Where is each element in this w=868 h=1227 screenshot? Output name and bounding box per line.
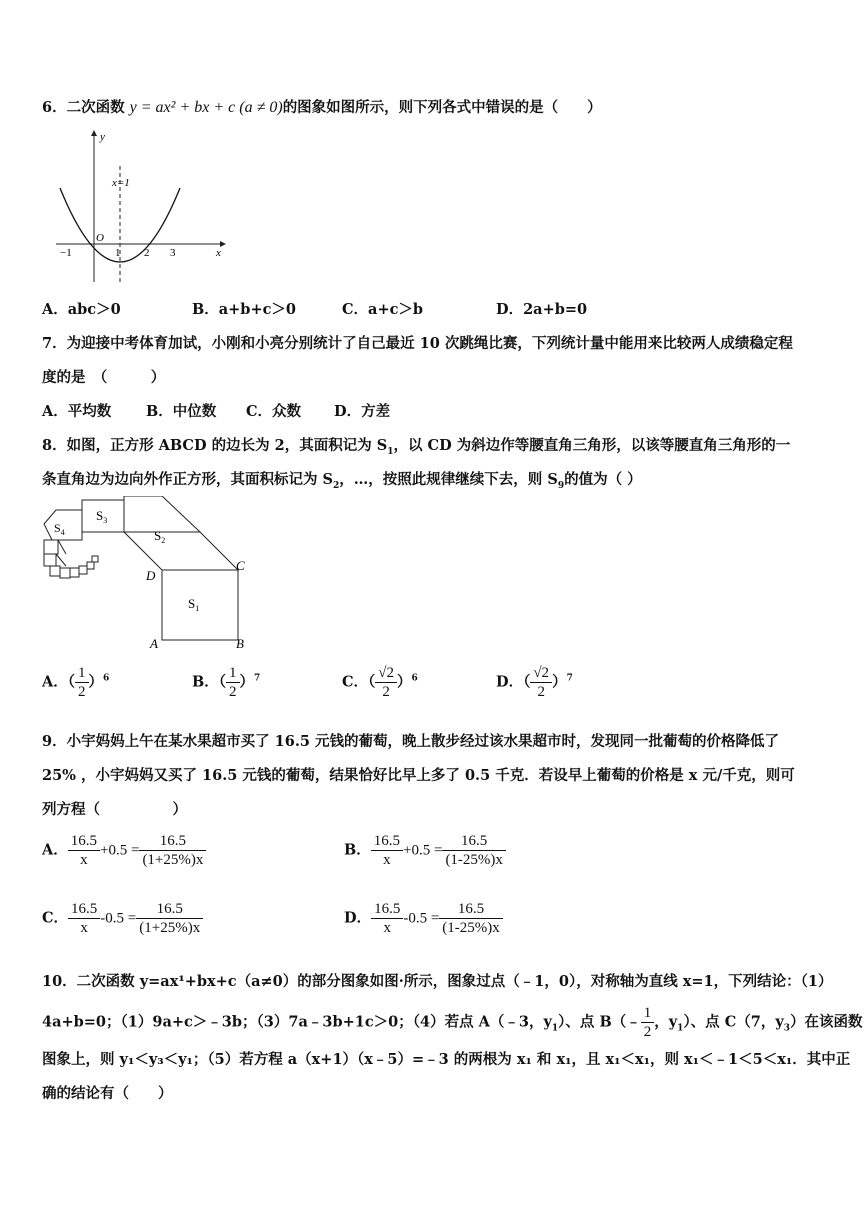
q9-stem-line3: 列方程（ ） <box>42 801 187 818</box>
q8-label-d: D <box>146 568 156 583</box>
q7-stem-line1: 7．为迎接中考体育加试，小刚和小亮分别统计了自己最近 10 次跳绳比赛，下列统计量中能用来比较两人成绩稳定程 <box>42 335 793 352</box>
q6-y-label: y <box>100 131 105 143</box>
q9-option-b[interactable]: B． $\frac{16.5}{x}$ +0.5 = $\frac{16.5}{(1-25\%)x}$ <box>344 832 506 869</box>
q8-stem-line1: 8．如图，正方形 ABCD 的边长为 2，其面积记为 $S_1$，以 CD 为斜边作等腰直角三角形，以该等腰直角三角形的一 <box>42 437 791 457</box>
q9-stem-line1: 9．小宇妈妈上午在某水果超市买了 16.5 元钱的葡萄，晚上散步经过该水果超市时，发现同一批葡萄的价格降低了 <box>42 733 779 750</box>
q6-tick-label: 2 <box>144 247 150 259</box>
q6-stem <box>42 96 602 117</box>
q6-stem-b: 的图象如图所示，则下列各式中错误的是（ ） <box>282 99 602 116</box>
q6-option-a[interactable]: A．abc＞0 <box>42 301 121 318</box>
q6-option-d[interactable]: D．2a+b=0 <box>496 301 588 318</box>
q7-option-c[interactable]: C．众数 <box>246 403 302 420</box>
q7-stem-line2: 度的是 （ ） <box>42 369 166 386</box>
q8-s4-label: $S_4$ <box>54 521 65 537</box>
q6-formula: y = ax² + bx + c (a ≠ 0) <box>129 99 283 116</box>
q9-option-d[interactable]: D． $\frac{16.5}{x}$ -0.5 = $\frac{16.5}{(1-25\%)x}$ <box>344 900 503 937</box>
q8-option-c[interactable]: C．（ $\frac{√2}{2}$ ）$^6$ <box>342 665 418 700</box>
q8-option-d[interactable]: D．（ $\frac{√2}{2}$ ）$^7$ <box>496 665 573 700</box>
q6-parabola-graph <box>52 126 232 286</box>
q8-label-a: A <box>150 636 158 651</box>
q10-stem-line4: 确的结论有（ ） <box>42 1085 173 1102</box>
q7-option-b[interactable]: B．中位数 <box>146 403 217 420</box>
q8-s2-label: $S_2$ <box>154 528 166 545</box>
q6-option-c[interactable]: C．a+c＞b <box>342 301 424 318</box>
q6-x-label: x <box>216 247 221 259</box>
q8-label-b: B <box>236 636 244 651</box>
q10-stem-line2: 4a+b=0；（1）9a+c＞﹣3b；（3）7a﹣3b+1c＞0；（4）若点 A（﹣3，$y_1$）、点 B（﹣ $\frac{1}{2}$ ，$y_1$）、点 C（7，$y_3$）在该函数 <box>42 1005 863 1040</box>
q7-option-d[interactable]: D．方差 <box>334 403 391 420</box>
q8-s3-label: $S_3$ <box>96 508 108 525</box>
q6-option-b[interactable]: B．a+b+c＞0 <box>192 301 297 318</box>
q8-option-a[interactable]: A．（ $\frac{1}{2}$ ）$^6$ <box>42 665 110 700</box>
q8-s1-label: $S_1$ <box>188 596 200 613</box>
q7-option-a[interactable]: A．平均数 <box>42 403 112 420</box>
q8-option-b[interactable]: B．（ $\frac{1}{2}$ ）$^7$ <box>192 665 261 700</box>
q6-tick-label: 1 <box>115 247 121 259</box>
q6-number: 6． <box>42 99 67 116</box>
q6-origin-label: O <box>96 232 104 244</box>
q9-option-c[interactable]: C． $\frac{16.5}{x}$ -0.5 = $\frac{16.5}{(1+25\%)x}$ <box>42 900 203 937</box>
q8-label-c: C <box>236 558 245 573</box>
q10-stem-line1: 10．二次函数 y=ax¹+bx+c（a≠0）的部分图象如图·所示，图象过点（﹣1，0），对称轴为直线 x=1，下列结论：（1） <box>42 973 833 990</box>
q9-stem-line2: 25% ，小宇妈妈又买了 16.5 元钱的葡萄，结果恰好比早上多了 0.5 千克．若设早上葡萄的价格是 x 元/千克，则可 <box>42 767 795 784</box>
q6-axis-label: x=1 <box>112 177 130 189</box>
q6-stem-a: 二次函数 <box>66 99 125 116</box>
q8-stem-line2: 条直角边为边向外作正方形，其面积标记为 $S_2$，…，按照此规律继续下去，则 $S_9$的值为（ ） <box>42 471 642 491</box>
q6-tick-label: −1 <box>60 247 72 259</box>
q9-option-a[interactable]: A． $\frac{16.5}{x}$ +0.5 = $\frac{16.5}{(1+25\%)x}$ <box>42 832 206 869</box>
q6-tick-label: 3 <box>170 247 176 259</box>
q10-stem-line3: 图象上，则 y₁＜y₃＜y₁；（5）若方程 a（x+1）（x﹣5）=﹣3 的两根为 x₁ 和 x₁，且 x₁＜x₁，则 x₁＜﹣1＜5＜x₁．其中正 <box>42 1051 851 1068</box>
q8-square-spiral-figure <box>36 496 256 654</box>
